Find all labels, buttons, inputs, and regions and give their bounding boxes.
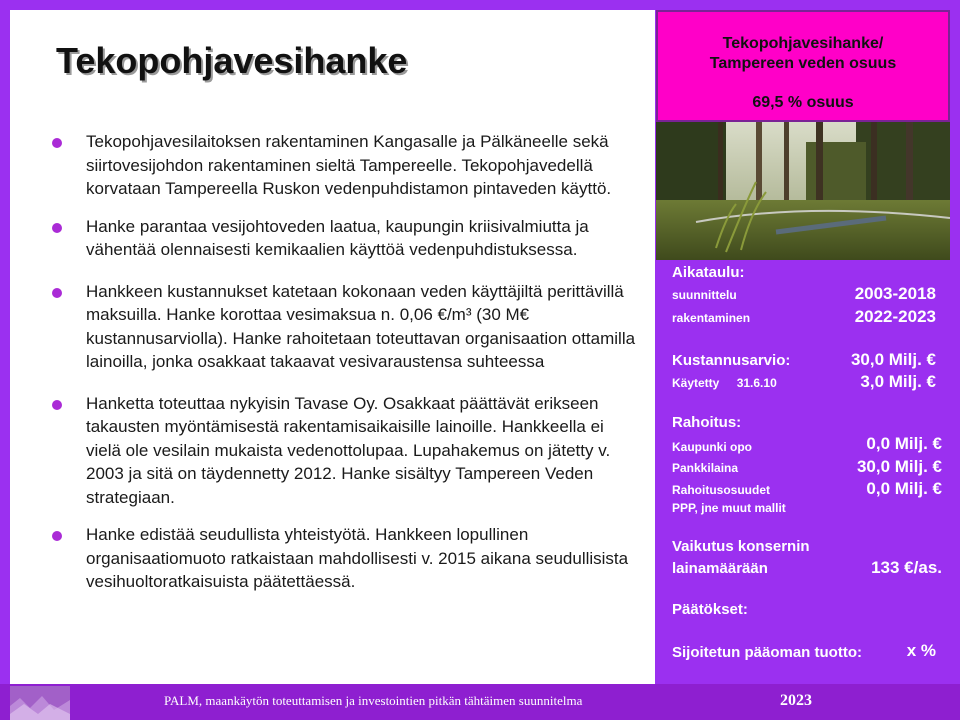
used-label-text: Käytetty (672, 376, 720, 390)
schedule-label: Aikataulu: (672, 264, 745, 281)
project-header (658, 34, 948, 74)
bullet-list (52, 130, 642, 608)
planning-label: suunnittelu (672, 288, 737, 302)
project-header-box (656, 10, 950, 122)
footer-year: 2023 (780, 692, 812, 709)
bullet-dot-icon (52, 531, 62, 541)
bullet-item (52, 280, 642, 374)
bullet-dot-icon (52, 138, 62, 148)
bullet-item (52, 130, 642, 201)
ppp-label: PPP, jne muut mallit (672, 501, 786, 515)
bank-loan-value: 30,0 Milj. € (856, 457, 942, 476)
used-label (672, 376, 777, 390)
decisions-label: Päätökset: (672, 601, 748, 618)
bullet-text: Hankkeen kustannukset katetaan kokonaan veden käyttäjiltä perittävillä maksuilla. Hanke korottaa vesimaksua n. 0,06 €/m³ (30 M€ kustannusarviolla). Hanke rahoitetaan toteuttavan organisaation ottamilla lainoilla, jonka osakkaat takaavat vesivaraustensa suhteessa (86, 281, 636, 371)
bullet-text: Tekopohjavesilaitoksen rakentaminen Kangasalle ja Pälkäneelle sekä siirtovesijohdon rakentaminen sieltä Tampereelle. Tekopohjavedellä korvataan Tampereella Ruskon vedenpuhdistamon pintaveden käyttö. (86, 132, 612, 198)
grants-label: Rahoitusosuudet (672, 483, 770, 497)
slide-title: Tekopohjavesihanke (56, 40, 408, 81)
cost-value: 30,0 Milj. € (850, 350, 936, 369)
project-header-line1: Tekopohjavesihanke/ (722, 35, 884, 52)
return-value: x % (906, 641, 936, 660)
city-funding-label: Kaupunki opo (672, 440, 752, 454)
impact-label-2: lainamäärään (672, 560, 768, 577)
bullet-dot-icon (52, 223, 62, 233)
forest-photo (656, 122, 950, 260)
share-label: 69,5 % osuus (752, 94, 854, 111)
project-header-line2: Tampereen veden osuus (709, 55, 897, 72)
funding-label: Rahoitus: (672, 414, 742, 431)
footer-logo-image (10, 686, 70, 720)
bullet-item (52, 215, 642, 262)
used-value: 3,0 Milj. € (860, 372, 936, 391)
bullet-item (52, 523, 642, 594)
bullet-item (52, 392, 642, 510)
planning-value: 2003-2018 (854, 284, 936, 303)
impact-value: 133 €/as. (871, 558, 942, 577)
bullet-text: Hanke parantaa vesijohtoveden laatua, kaupungin kriisivalmiutta ja vähentää olennaisesti kemikaalien käyttöä vedenpuhdistuksessa. (86, 216, 589, 259)
return-label: Sijoitetun pääoman tuotto: (672, 644, 862, 661)
bullet-text: Hanketta toteuttaa nykyisin Tavase Oy. Osakkaat päättävät erikseen takausten myöntämisestä rakentamisaikaisille lainoille. Hankkeella ei vielä ole vesilain mukaista vedenottolupaa. Lupahakemus on jätetty v. 2003 ja sitä on täydennetty 2012. Hanke sisältyy Tampereen Veden strategiaan. (86, 393, 611, 507)
used-date: 31.6.10 (736, 376, 777, 390)
impact-label-1: Vaikutus konsernin (672, 538, 810, 555)
construction-value: 2022-2023 (854, 307, 936, 326)
bank-loan-label: Pankkilaina (672, 461, 739, 475)
city-funding-value: 0,0 Milj. € (866, 434, 942, 453)
bullet-dot-icon (52, 288, 62, 298)
footer-text: PALM, maankäytön toteuttamisen ja investointien pitkän tähtäimen suunnitelma (164, 693, 583, 708)
construction-label: rakentaminen (672, 311, 751, 325)
bullet-text: Hanke edistää seudullista yhteistyötä. Hankkeen lopullinen organisaatiomuoto ratkaistaan mahdollisesti v. 2015 aikana seudullisista vesihuoltoratkaisuista päätettäessä. (86, 525, 629, 591)
grants-value: 0,0 Milj. € (866, 479, 942, 498)
bullet-dot-icon (52, 400, 62, 410)
cost-label: Kustannusarvio: (672, 352, 791, 369)
